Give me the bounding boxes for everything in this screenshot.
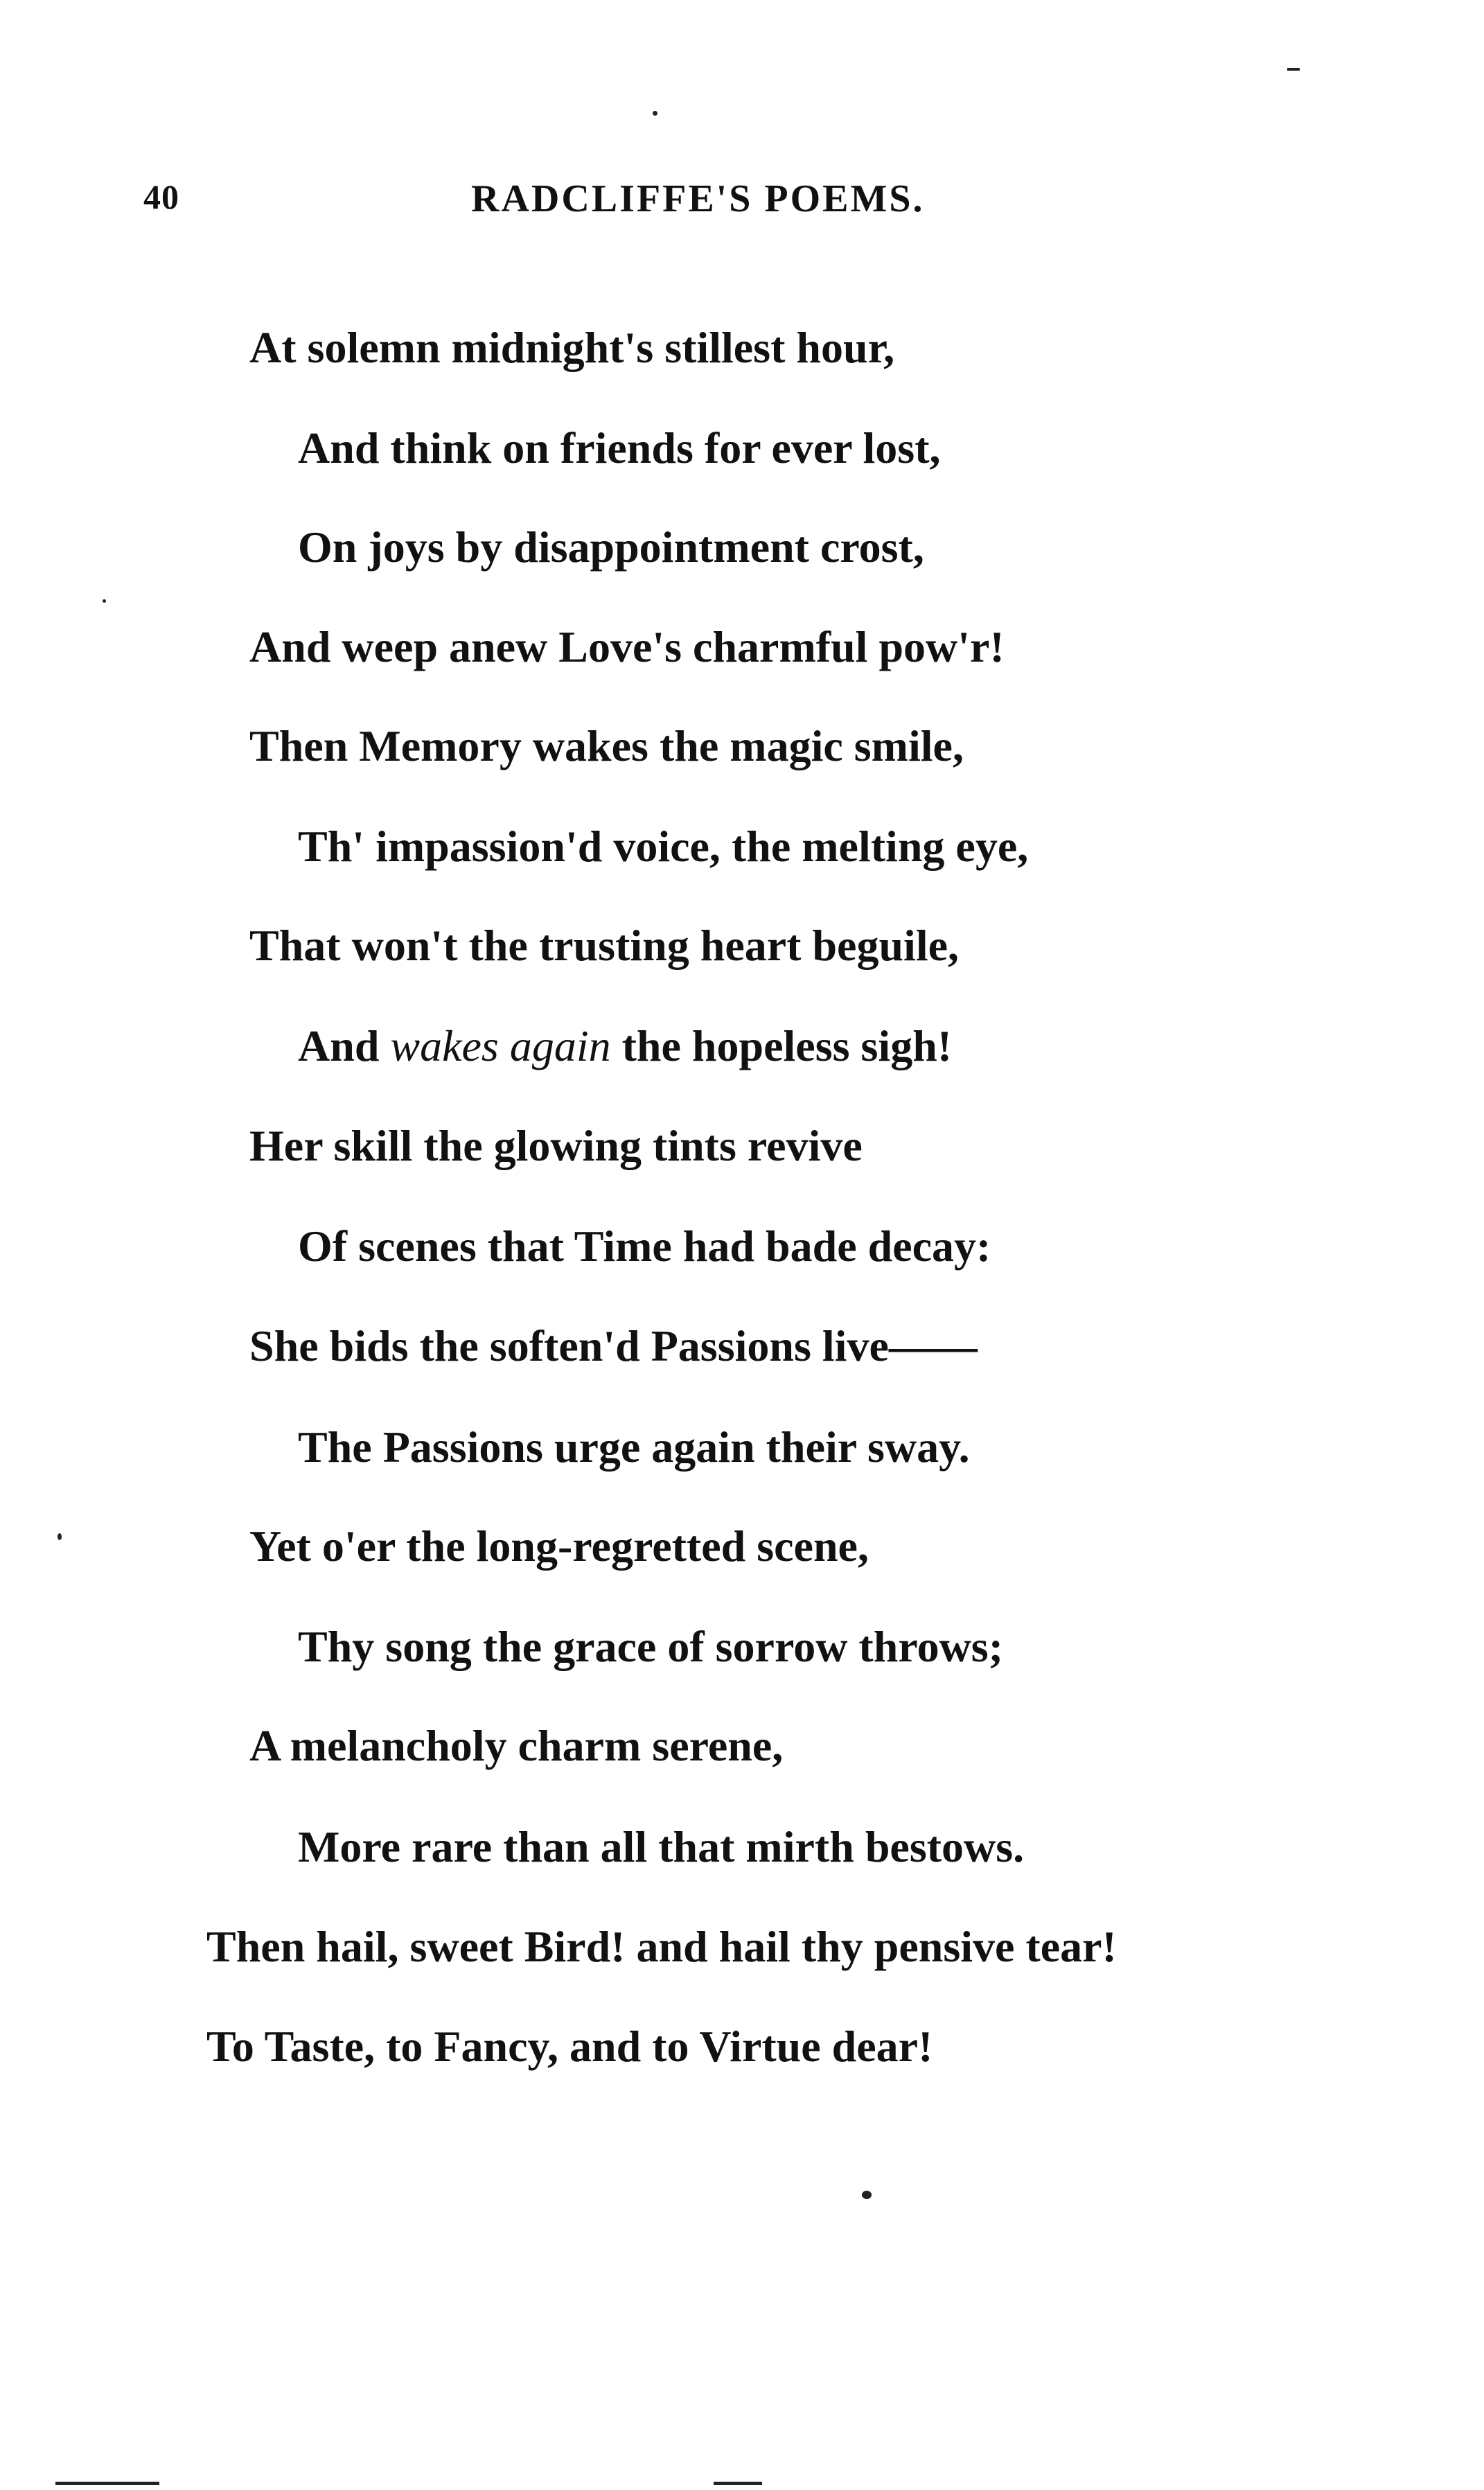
poem-line: That won't the trusting heart beguile, xyxy=(249,921,959,970)
poem-line xyxy=(298,1021,953,1070)
poem-line: And weep anew Love's charmful pow'r! xyxy=(249,622,1005,671)
ink-speck xyxy=(862,2191,872,2199)
poem-line: Her skill the glowing tints revive xyxy=(249,1121,863,1170)
poem-line: Then Memory wakes the magic smile, xyxy=(249,721,964,770)
ink-speck xyxy=(58,1533,62,1540)
poem-line: Then hail, sweet Bird! and hail thy pensive tear! xyxy=(206,1922,1117,1971)
poem-line: At solemn midnight's stillest hour, xyxy=(249,323,895,372)
poem-line-italic: wakes again xyxy=(390,1021,611,1070)
poem-line: The Passions urge again their sway. xyxy=(298,1422,970,1472)
poem-line: Th' impassion'd voice, the melting eye, xyxy=(298,822,1029,871)
bottom-rule xyxy=(714,2482,762,2485)
poem-line: Yet o'er the long-regretted scene, xyxy=(249,1521,869,1571)
page-number: 40 xyxy=(143,177,179,216)
poem-line-text: the hopeless sigh! xyxy=(610,1021,953,1070)
poem-line: To Taste, to Fancy, and to Virtue dear! xyxy=(206,2022,933,2071)
running-title: RADCLIFFE'S POEMS. xyxy=(471,177,925,220)
ink-speck xyxy=(653,111,657,116)
running-head xyxy=(0,177,1484,232)
poem-line: Thy song the grace of sorrow throws; xyxy=(298,1622,1003,1671)
bottom-rule xyxy=(55,2482,159,2485)
poem-line: A melancholy charm serene, xyxy=(249,1721,784,1770)
poem-line: On joys by disappointment crost, xyxy=(298,522,924,572)
scan-mark xyxy=(1287,68,1300,71)
poem-line: She bids the soften'd Passions live—— xyxy=(249,1321,978,1370)
poem-line: More rare than all that mirth bestows. xyxy=(298,1822,1025,1871)
poem-line-text: And xyxy=(298,1021,391,1070)
poem-line: Of scenes that Time had bade decay: xyxy=(298,1221,991,1271)
poem-line: And think on friends for ever lost, xyxy=(298,423,941,473)
ink-speck xyxy=(103,599,106,603)
